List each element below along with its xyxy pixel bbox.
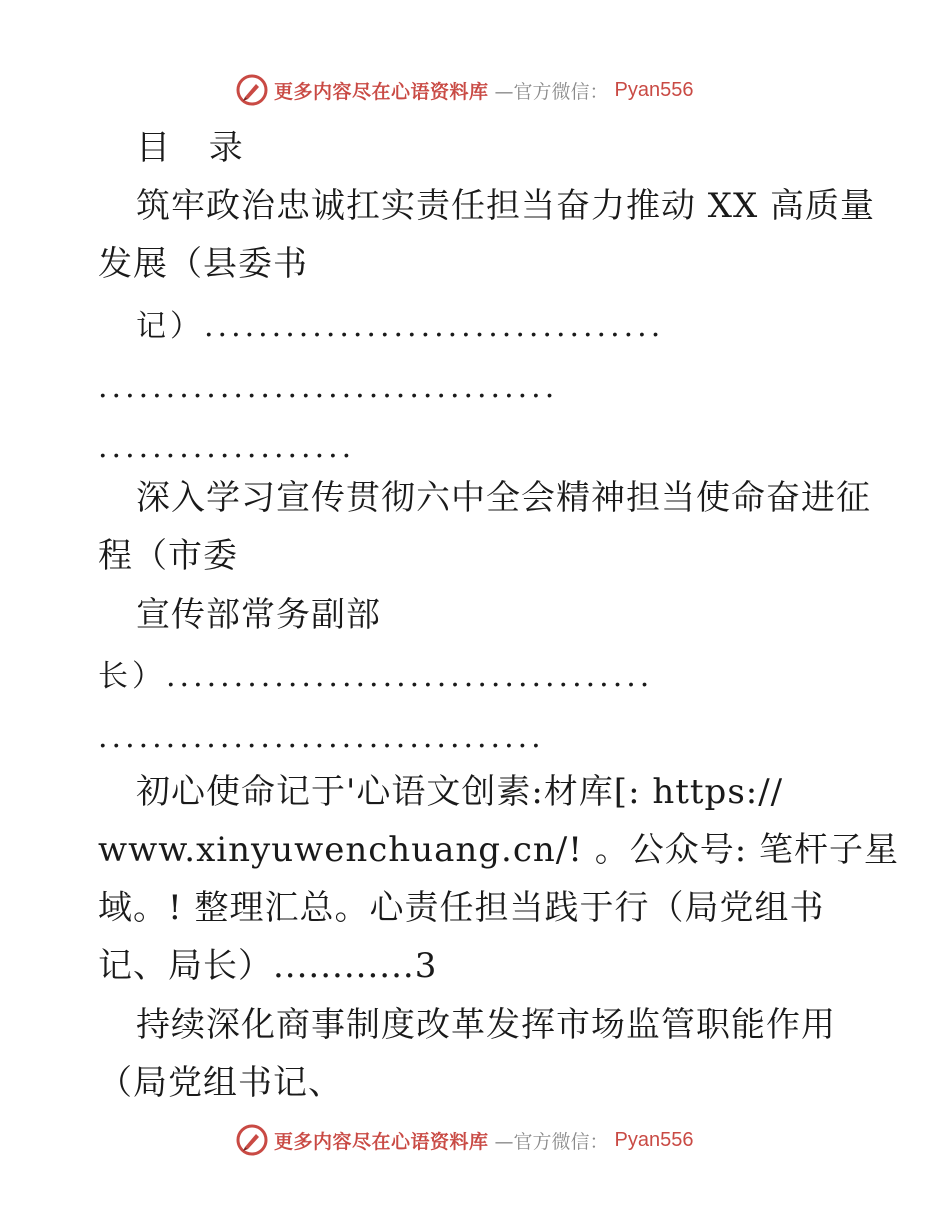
watermark-wechat-id: Pyan556: [614, 78, 694, 101]
pen-logo-icon: [236, 1124, 268, 1156]
header-watermark: [236, 73, 694, 107]
watermark-wechat-id: Pyan556: [614, 1128, 694, 1151]
pen-logo-icon: [236, 74, 268, 106]
watermark-sub-text: —官方微信：: [494, 1130, 609, 1153]
toc-entry-1-line-5: ...................: [98, 430, 356, 465]
toc-entry-2-line-5: .................................: [98, 720, 545, 755]
watermark-main-text: 更多内容尽在心语资料库: [274, 80, 489, 103]
toc-entry-2-line-4: 长）....................................: [98, 659, 654, 694]
toc-entry-4-line-2: （局党组书记、: [98, 1063, 343, 1103]
toc-entry-3-line-4: 记、局长）............3: [98, 946, 438, 986]
toc-entry-1-line-2: 发展（县委书: [98, 244, 308, 284]
toc-title: 目 录: [136, 128, 257, 168]
toc-entry-1-line-3: 记）..................................: [136, 309, 665, 344]
toc-entry-2-line-1: 深入学习宣传贯彻六中全会精神担当使命奋进征: [136, 478, 871, 518]
toc-entry-3-line-1: 初心使命记于'心语文创素:材库[: https://: [136, 772, 784, 812]
watermark-sub-text: —官方微信：: [494, 80, 609, 103]
toc-entry-2-line-2: 程（市委: [98, 536, 238, 576]
watermark-main-text: 更多内容尽在心语资料库: [274, 1130, 489, 1153]
toc-entry-1-line-1: 筑牢政治忠诚扛实责任担当奋力推动 XX 高质量: [136, 186, 876, 226]
toc-entry-3-line-3: 域。! 整理汇总。心责任担当践于行（局党组书: [98, 888, 825, 928]
toc-entry-3-line-2: www.xinyuwenchuang.cn/! 。公众号: 笔杆子星: [98, 830, 899, 870]
toc-entry-1-line-4: ..................................: [98, 370, 559, 405]
footer-watermark: [236, 1123, 694, 1157]
toc-entry-4-line-1: 持续深化商事制度改革发挥市场监管职能作用: [136, 1005, 836, 1045]
toc-entry-2-line-3: 宣传部常务副部: [136, 595, 381, 635]
